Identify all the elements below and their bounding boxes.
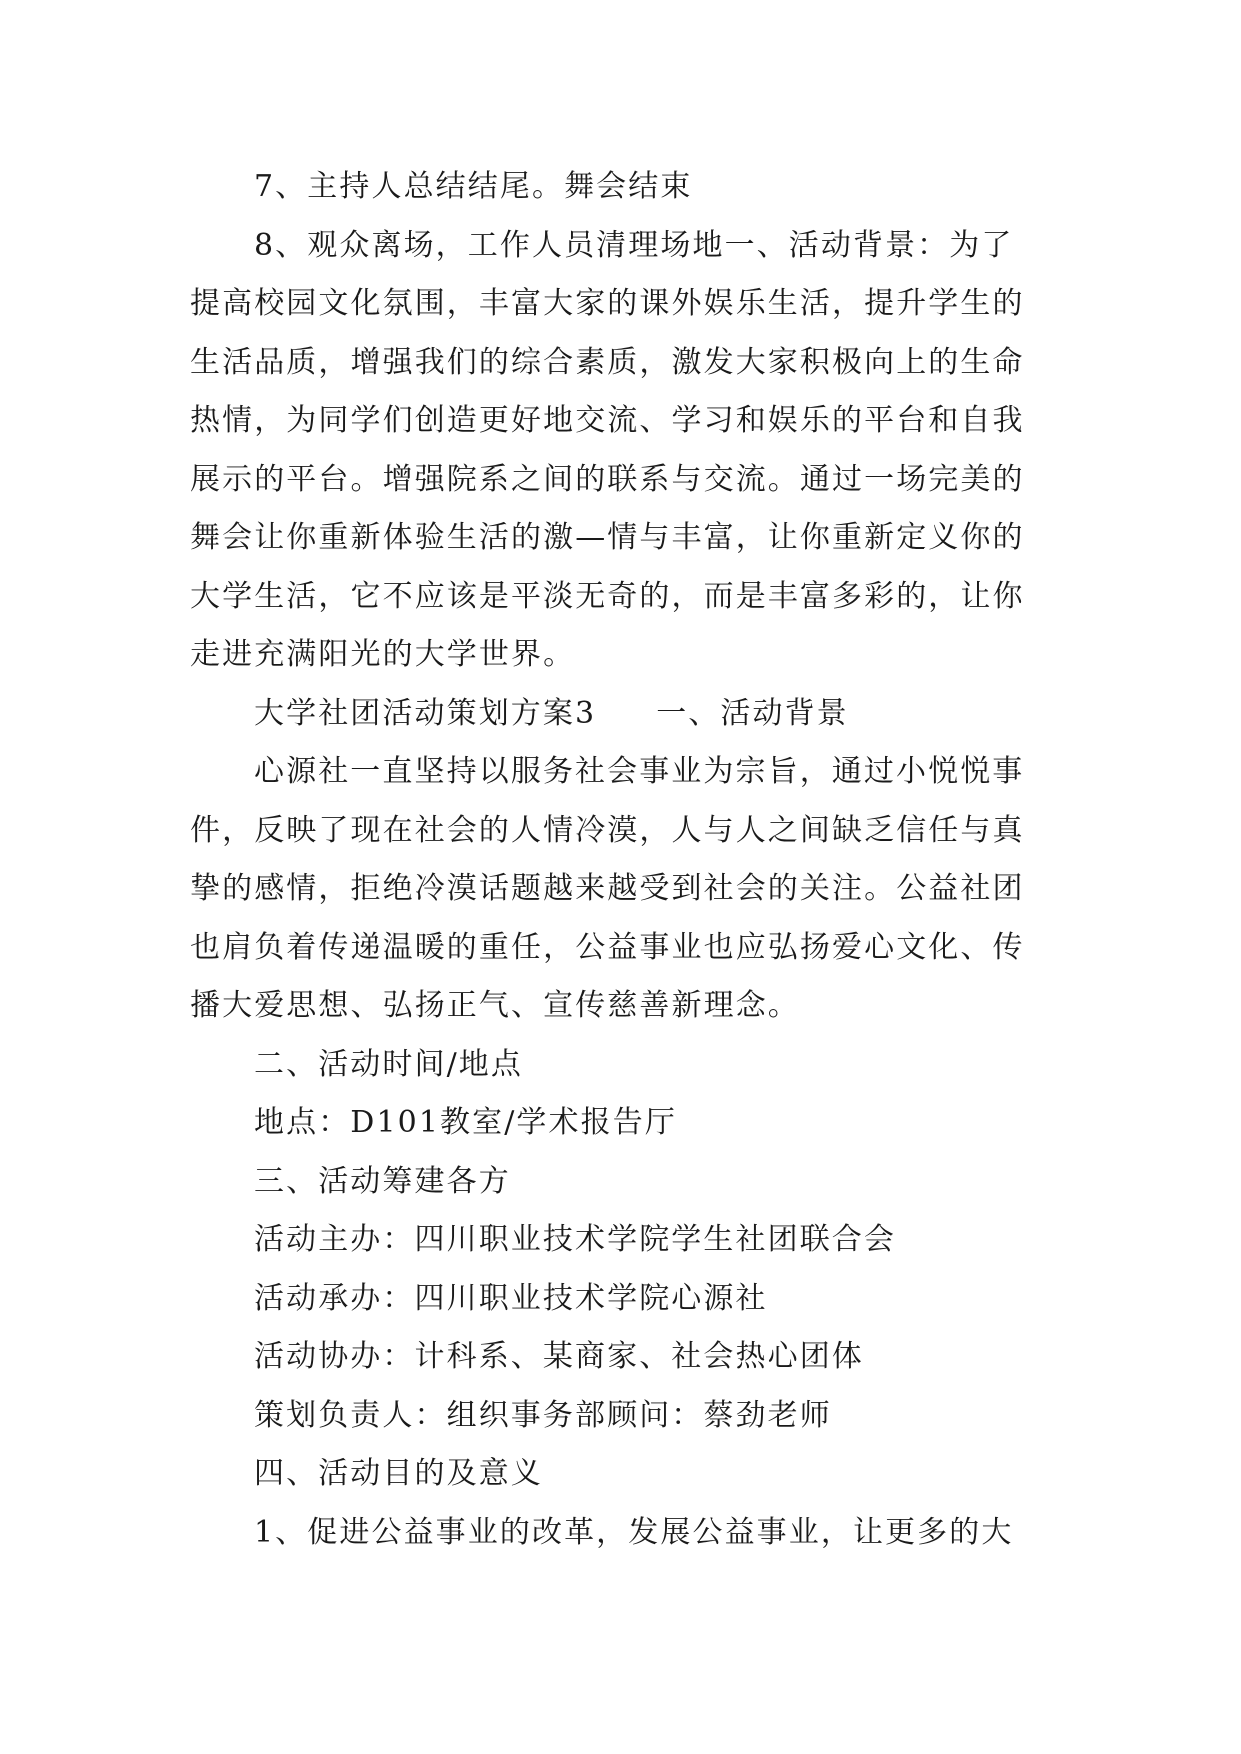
document-title: 大学社团活动策划方案3 — [254, 695, 597, 731]
paragraph-line: 地点：D101教室/学术报告厅 — [254, 1105, 677, 1140]
paragraph-line: 心源社一直坚持以服务社会事业为宗旨，通过小悦悦事 — [254, 754, 1025, 789]
paragraph-line: 1、促进公益事业的改革，发展公益事业，让更多的大 — [254, 1514, 1014, 1550]
section-heading: 三、活动筹建各方 — [254, 1163, 511, 1199]
paragraph-line: 生活品质，增强我们的综合素质，激发大家积极向上的生命 — [190, 344, 1025, 380]
paragraph-line: 7、主持人总结结尾。舞会结束 — [254, 169, 693, 204]
paragraph-line: 提高校园文化氛围，丰富大家的课外娱乐生活，提升学生的 — [190, 286, 1025, 321]
paragraph-line: 也肩负着传递温暖的重任，公益事业也应弘扬爱心文化、传 — [190, 929, 1025, 965]
section-heading-line — [190, 685, 1050, 744]
paragraph-line: 走进充满阳光的大学世界。 — [190, 637, 576, 672]
paragraph-line: 活动承办：四川职业技术学院心源社 — [254, 1280, 768, 1316]
paragraph-line: 8、观众离场，工作人员清理场地一、活动背景：为了 — [254, 227, 1014, 263]
paragraph-line: 大学生活，它不应该是平淡无奇的，而是丰富多彩的，让你 — [190, 578, 1025, 614]
paragraph-line: 挚的感情，拒绝冷漠话题越来越受到社会的关注。公益社团 — [190, 871, 1025, 906]
paragraph-line: 热情，为同学们创造更好地交流、学习和娱乐的平台和自我 — [190, 403, 1025, 438]
paragraph-line: 播大爱思想、弘扬正气、宣传慈善新理念。 — [190, 988, 800, 1023]
section-heading: 四、活动目的及意义 — [254, 1456, 543, 1491]
paragraph-line: 舞会让你重新体验生活的激—情与丰富，让你重新定义你的 — [190, 520, 1025, 555]
paragraph-line: 件，反映了现在社会的人情冷漠，人与人之间缺乏信任与真 — [190, 812, 1025, 848]
document-body — [190, 158, 1050, 1562]
paragraph-line: 活动主办：四川职业技术学院学生社团联合会 — [254, 1222, 896, 1257]
section-heading: 二、活动时间/地点 — [254, 1046, 524, 1082]
section-heading: 一、活动背景 — [656, 695, 849, 731]
paragraph-line: 策划负责人：组织事务部顾问：蔡劲老师 — [254, 1397, 832, 1433]
paragraph-line: 活动协办：计科系、某商家、社会热心团体 — [254, 1339, 864, 1374]
paragraph-line: 展示的平台。增强院系之间的联系与交流。通过一场完美的 — [190, 461, 1025, 497]
